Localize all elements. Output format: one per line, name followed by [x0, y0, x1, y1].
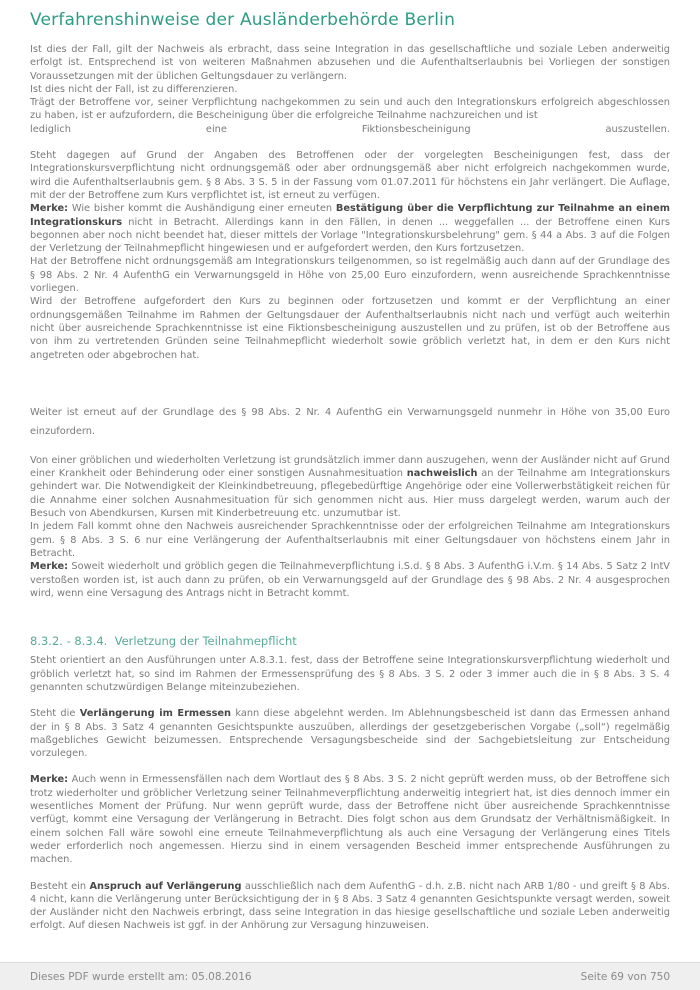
text-run: lediglich eine Fiktionsbescheinigung auszustellen. — [30, 123, 670, 135]
text-run: Ist dies nicht der Fall, ist zu differenzieren. — [30, 83, 238, 95]
text-run: kann diese abgelehnt werden. Im Ablehnungsbescheid ist dann das Ermessen anhand der in § 8 Abs. 3 Satz 4 genannten Gesichtspunkte auszuüben, allerdings der gesetzgeberischen Vorgabe („soll“) regelmäßig maßgebliches Gewicht beizumessen. Entsprechende Versagungsbescheide sind der Sachgebietsleitung zur Entscheidung vorzulegen. — [30, 708, 670, 760]
text-run: Verlängerung im Ermessen — [79, 708, 232, 720]
text-run: Auch wenn in Ermessensfällen nach dem Wortlaut des § 8 Abs. 3 S. 2 nicht geprüft werden muss, ob der Betroffene sich trotz wiederholter und gröblicher Verletzung seiner Teilnahmeverpflichtung anderweitig integriert hat, ist dies dennoch immer ein wesentliches Moment der Prüfung. Nur wenn geprüft wurde, dass der Betroffene nicht über ausreichende Sprachkenntnisse verfügt, kommt eine Versagung der Verlängerung in Betracht. Dies folgt schon aus dem Grundsatz der Verhältnismäßigkeit. In einem solchen Fall wäre sowohl eine erneute Teilnahmeverpflichtung als auch eine Versagung der Verlängerung eines Titels weder erforderlich noch angemessen. Hierzu sind in einem versagenden Bescheid immer entsprechende Ausführungen zu machen. — [30, 774, 670, 866]
text-run: Steht dagegen auf Grund der Angaben des Betroffenen oder der vorgelegten Bescheinigungen fest, dass der Integrationskursverpflichtung nicht ordnungsgemäß oder aber ordnungsgemäß aber nicht erfolgreich nachgekommen wurde, wird die Aufenthaltserlaubnis gem. § 8 Abs. 3 S. 5 in der Fassung vom 01.07.2011 für höchstens ein Jahr verlängert. Die Auflage, mit der der Betroffene zum Kurs verpflichtet ist, ist erneut zu verfügen. — [30, 150, 670, 201]
footer-bar — [0, 962, 700, 990]
text-run: Wie bisher kommt die Aushändigung einer erneuten — [68, 203, 336, 215]
document-title: Verfahrenshinweise der Ausländerbehörde Berlin — [30, 10, 456, 30]
spacer — [30, 613, 670, 635]
text-run: In jedem Fall kommt ohne den Nachweis ausreichender Sprachkenntnisse oder der erfolgreichen Teilnahme am Integrationskurs gem. § 8 Abs. 3 S. 6 nur eine Verlängerung der Aufenthaltserlaubnis mit einer Geltungsdauer von höchstens einem Jahr in Betracht. — [30, 521, 670, 559]
text-run: Von einer gröblichen und wiederholten Verletzung ist grundsätzlich immer dann auszugehen, wenn der Ausländer nicht auf Grund einer Krankheit oder Behinderung oder einer sonstigen Ausnahmesituation — [30, 454, 670, 480]
text-run: Merke: — [30, 203, 69, 215]
text-run: Besteht ein — [30, 880, 90, 892]
text-run: nachweislich — [406, 468, 478, 480]
text-run: Soweit wiederholt und gröblich gegen die Teilnahmeverpflichtung i.S.d. § 8 Abs. 3 AufenthG i.V.m. § 14 Abs. 5 Satz 2 IntV verstoßen worden ist, ist auch dann zu prüfen, ob ein Verwarnungsgeld auf der Grundlage des § 98 Abs. 2 Nr. 4 ausgesprochen wird, wenn eine Versagung des Antrags nicht in Betracht kommt. — [30, 561, 670, 599]
paragraph — [30, 773, 670, 866]
footer-creation-date: Dieses PDF wurde erstellt am: 05.08.2016 — [30, 970, 252, 983]
paragraph — [30, 43, 670, 136]
text-run: Weiter ist erneut auf der Grundlage des § 98 Abs. 2 Nr. 4 AufenthG ein Verwarnungsgeld nunmehr in Höhe von 35,00 Euro einzufordern. — [30, 406, 670, 437]
paragraph — [30, 654, 670, 694]
paragraph — [30, 707, 670, 760]
text-run: Steht die — [30, 708, 80, 720]
text-run: Bestätigung über die Verpflichtung zur Teilnahme an einem Integrationskurs — [30, 203, 670, 228]
paragraph — [30, 149, 670, 362]
text-run: Trägt der Betroffene vor, seiner Verpflichtung nachgekommen zu sein und auch den Integrationskurs erfolgreich abgeschlossen zu haben, ist er aufzufordern, die Bescheinigung über die erfolgreiche Teilnahme nachzureichen und ist — [30, 97, 670, 122]
text-run: Anspruch auf Verlängerung — [89, 880, 242, 892]
text-run: Merke: — [30, 774, 69, 786]
text-run: Hat der Betroffene nicht ordnungsgemäß am Integrationskurs teilgenommen, so ist regelmäßig auch dann auf der Grundlage des § 98 Abs. 2 Nr. 4 AufenthG ein Verwarnungsgeld in Höhe von 25,00 Euro einzufordern, wenn ausreichende Sprachkenntnisse vorliegen. — [30, 256, 670, 295]
text-run: Ist dies der Fall, gilt der Nachweis als erbracht, dass seine Integration in das gesellschaftliche und soziale Leben anderweitig erfolgt ist. Entsprechend ist von weiteren Maßnahmen abzusehen und die Aufenthaltserlaubnis bei Vorliegen der sonstigen Voraussetzungen mit der üblichen Geltungsdauer zu verlängern. — [30, 44, 670, 82]
text-run: Wird der Betroffene aufgefordert den Kurs zu beginnen oder fortzusetzen und kommt er der Verpflichtung an einer ordnungsgemäßen Teilnahme im Rahmen der Geltungsdauer der Aufenthaltserlaubnis nicht nach und verfügt auch weiterhin nicht über ausreichende Sprachkenntnisse ist eine Fiktionsbescheinigung auszustellen und zu prüfen, ist ob der Betroffene aus von ihm zu vertretenden Gründen seine Teilnahmepflicht wiederholt sowie gröblich verletzt hat, in dem er den Kurs nicht angetreten oder abgebrochen hat. — [30, 296, 670, 361]
document-body — [30, 43, 670, 933]
text-run: Steht orientiert an den Ausführungen unter A.8.3.1. fest, dass der Betroffene seine Integrationskursverpflichtung wiederholt und gröblich verletzt hat, so sind im Rahmen der Ermessensprüfung des § 8 Abs. 3 S. 2 oder 3 immer auch die in § 8 Abs. 3 S. 4 genannten schutzwürdigen Belange miteinzubeziehen. — [30, 655, 670, 693]
spacer — [30, 375, 670, 403]
text-run: nicht in Betracht. Allerdings kann in den Fällen, in denen ... weggefallen ... der Betroffene einen Kurs begonnen aber noch nicht beendet hat, dieser mittels der Vorlage "Integrationskursbelehrung" gem. § 44 a Abs. 3 auf die Folgen der Verletzung der Teilnahmepflicht hingewiesen und er aufgefordert werden, den Kurs fortzusetzen. — [30, 216, 670, 255]
paragraph — [30, 403, 670, 441]
text-run: ausschließlich nach dem AufenthG - d.h. z.B. nicht nach ARB 1/80 - und greift § 8 Abs. 4 nicht, kann die Verlängerung unter Berücksichtigung der in § 8 Abs. 3 Satz 4 genannten Gesichtspunkte versagt werden, soweit der Ausländer nicht den Nachweis erbringt, dass seine Integration in das hiesige gesellschaftliche und soziale Leben anderweitig erfolgt. Auf diesen Nachweis ist ggf. in der Anhörung zur Versagung hinzuweisen. — [30, 880, 670, 932]
paragraph — [30, 454, 670, 600]
footer-page-number: Seite 69 von 750 — [580, 970, 670, 983]
section-heading: 8.3.2. - 8.3.4. Verletzung der Teilnahmepflicht — [30, 634, 297, 649]
paragraph — [30, 880, 670, 933]
text-run: an der Teilnahme am Integrationskurs gehindert war. Die Notwendigkeit der Kleinkindbetreuung, pflegebedürftige Angehörige oder eine Vollerwerbstätigkeit reichen für die Annahme einer solchen Ausnahmesituation für sich genommen nicht aus. Hier muss dargelegt werden, warum auch der Besuch von Abendkursen, Kursen mit Kinderbetreuung etc. unzumutbar ist. — [30, 468, 671, 520]
text-run: Merke: — [30, 561, 69, 573]
